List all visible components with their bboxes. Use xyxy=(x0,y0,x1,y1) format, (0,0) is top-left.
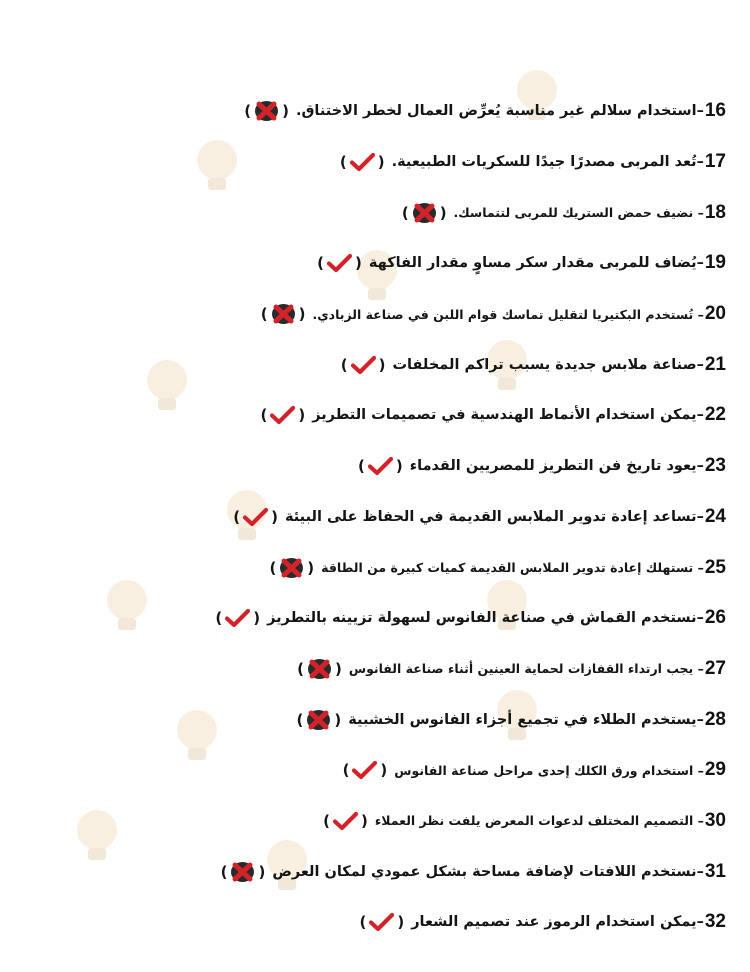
open-paren: ( xyxy=(260,406,268,425)
check-icon xyxy=(224,607,251,629)
true-false-question-list xyxy=(26,86,726,948)
close-paren: ) xyxy=(253,609,261,628)
answer-mark xyxy=(269,404,296,426)
question-item xyxy=(26,492,726,543)
cross-icon xyxy=(253,100,280,122)
question-item xyxy=(26,137,726,188)
question-number: 22 xyxy=(704,404,726,426)
answer-box xyxy=(232,506,279,528)
question-text: –صناعة ملابس جديدة يسبب تراكم المخلفات xyxy=(392,356,704,373)
cross-icon xyxy=(229,861,256,883)
answer-mark xyxy=(368,911,395,933)
answer-box xyxy=(322,810,369,832)
question-item xyxy=(26,745,726,796)
question-item xyxy=(26,238,726,289)
question-number: 17 xyxy=(704,151,726,173)
close-paren: ) xyxy=(298,305,306,324)
close-paren: ) xyxy=(307,558,315,577)
open-paren: ( xyxy=(220,862,228,881)
close-paren: ) xyxy=(334,659,342,678)
question-item xyxy=(26,542,726,593)
open-paren: ( xyxy=(359,913,367,932)
question-text: –يعود تاريخ فن التطريز للمصريين القدماء xyxy=(409,458,704,475)
question-text: –يستخدم الطلاء في تجميع أجزاء الفانوس الخشبية xyxy=(348,711,704,728)
answer-mark xyxy=(270,303,297,325)
question-item xyxy=(26,644,726,695)
close-paren: ) xyxy=(377,153,385,172)
question-item xyxy=(26,187,726,238)
question-item xyxy=(26,289,726,340)
question-text: –تُعد المربى مصدرًا جيدًا للسكريات الطبيعية. xyxy=(391,154,704,171)
question-number: 20 xyxy=(704,303,726,325)
check-icon xyxy=(367,455,394,477)
question-item xyxy=(26,846,726,897)
answer-mark xyxy=(411,202,438,224)
answer-box xyxy=(243,100,290,122)
answer-box xyxy=(401,202,448,224)
answer-box xyxy=(340,354,387,376)
answer-box xyxy=(339,151,386,173)
question-number: 29 xyxy=(704,759,726,781)
question-text: –يمكن استخدام الأنماط الهندسية في تصميمات التطريز xyxy=(312,407,704,424)
open-paren: ( xyxy=(233,507,241,526)
question-number: 28 xyxy=(704,708,726,730)
question-text: –نستخدم اللافتات لإضافة مساحة بشكل عمودي لمكان العرض xyxy=(272,863,704,880)
answer-mark xyxy=(351,759,378,781)
question-text: – تُستخدم البكتيريا لتقليل تماسك قوام اللبن في صناعة الزبادي. xyxy=(312,306,704,322)
answer-box xyxy=(316,252,363,274)
question-item xyxy=(26,897,726,948)
question-number: 19 xyxy=(704,252,726,274)
open-paren: ( xyxy=(401,203,409,222)
question-item xyxy=(26,86,726,137)
close-paren: ) xyxy=(282,102,289,121)
open-paren: ( xyxy=(215,609,223,628)
answer-mark xyxy=(349,151,376,173)
cross-icon xyxy=(411,202,438,224)
question-number: 18 xyxy=(704,201,726,223)
close-paren: ) xyxy=(395,457,403,476)
answer-box xyxy=(220,861,267,883)
answer-box xyxy=(260,303,307,325)
answer-mark xyxy=(224,607,251,629)
question-item xyxy=(26,390,726,441)
question-item xyxy=(26,694,726,745)
question-number: 21 xyxy=(704,353,726,375)
question-number: 23 xyxy=(704,455,726,477)
check-icon xyxy=(332,810,359,832)
answer-box xyxy=(214,607,261,629)
close-paren: ) xyxy=(334,710,342,729)
answer-mark xyxy=(229,861,256,883)
open-paren: ( xyxy=(340,355,348,374)
answer-box xyxy=(296,658,343,680)
question-text: –يُضاف للمربى مقدار سكر مساوٍ مقدار الفاكهة xyxy=(368,255,704,272)
check-icon xyxy=(350,354,377,376)
open-paren: ( xyxy=(297,659,304,678)
question-text: –استخدام سلالم غير مناسبة يُعرِّض العمال لخطر الاختناق. xyxy=(295,103,704,120)
question-text: – يجب ارتداء القفازات لحماية العينين أثناء صناعة الفانوس xyxy=(348,661,704,677)
question-number: 27 xyxy=(704,657,726,679)
answer-mark xyxy=(367,455,394,477)
question-number: 31 xyxy=(704,860,726,882)
cross-icon xyxy=(270,303,297,325)
question-text: –نستخدم القماش في صناعة الفانوس لسهولة تزيينه بالتطريز xyxy=(267,610,704,627)
question-text: –تساعد إعادة تدوير الملابس القديمة في الحفاظ على البيئة xyxy=(284,508,704,525)
cross-icon xyxy=(306,658,333,680)
open-paren: ( xyxy=(339,153,347,172)
answer-mark xyxy=(332,810,359,832)
cross-icon xyxy=(278,557,305,579)
answer-mark xyxy=(253,100,280,122)
question-number: 24 xyxy=(704,505,726,527)
check-icon xyxy=(368,911,395,933)
close-paren: ) xyxy=(271,507,278,526)
question-number: 32 xyxy=(704,911,726,933)
question-text: – التصميم المختلف لدعوات المعرض يلفت نظر العملاء xyxy=(374,813,704,829)
question-number: 16 xyxy=(704,100,726,122)
answer-mark xyxy=(350,354,377,376)
open-paren: ( xyxy=(342,761,350,780)
open-paren: ( xyxy=(269,558,277,577)
question-number: 26 xyxy=(704,607,726,629)
answer-box xyxy=(259,404,306,426)
open-paren: ( xyxy=(323,811,331,830)
check-icon xyxy=(351,759,378,781)
answer-mark xyxy=(306,658,333,680)
question-text: – تستهلك إعادة تدوير الملابس القديمة كميات كبيرة من الطاقة xyxy=(321,560,704,576)
close-paren: ) xyxy=(378,355,386,374)
question-text: – نضيف حمض الستريك للمربى لتتماسك. xyxy=(453,205,704,221)
answer-mark xyxy=(278,557,305,579)
close-paren: ) xyxy=(355,254,362,273)
open-paren: ( xyxy=(244,102,252,121)
check-icon xyxy=(269,404,296,426)
answer-mark xyxy=(326,252,353,274)
open-paren: ( xyxy=(296,710,304,729)
answer-box xyxy=(296,709,343,731)
close-paren: ) xyxy=(298,406,306,425)
question-item xyxy=(26,339,726,390)
question-text: – استخدام ورق الكلك إحدى مراحل صناعة الفانوس xyxy=(394,762,704,778)
question-item xyxy=(26,796,726,847)
close-paren: ) xyxy=(397,913,405,932)
close-paren: ) xyxy=(380,761,388,780)
answer-box xyxy=(342,759,389,781)
check-icon xyxy=(326,252,353,274)
check-icon xyxy=(349,151,376,173)
question-item xyxy=(26,593,726,644)
question-text: –يمكن استخدام الرموز عند تصميم الشعار xyxy=(411,914,704,931)
cross-icon xyxy=(305,709,332,731)
answer-box xyxy=(357,455,404,477)
open-paren: ( xyxy=(260,305,268,324)
question-number: 25 xyxy=(704,556,726,578)
close-paren: ) xyxy=(258,862,266,881)
close-paren: ) xyxy=(439,203,447,222)
question-number: 30 xyxy=(704,809,726,831)
answer-box xyxy=(358,911,405,933)
answer-mark xyxy=(242,506,269,528)
check-icon xyxy=(242,506,269,528)
question-item xyxy=(26,441,726,492)
answer-mark xyxy=(305,709,332,731)
answer-box xyxy=(268,557,315,579)
close-paren: ) xyxy=(361,811,368,830)
open-paren: ( xyxy=(358,457,365,476)
open-paren: ( xyxy=(317,254,324,273)
